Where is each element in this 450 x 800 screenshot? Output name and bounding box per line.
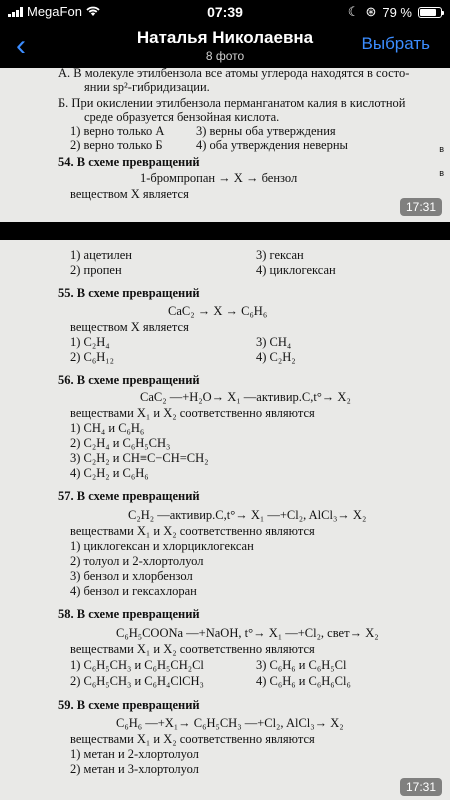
photo-timestamp: 17:31 [400,198,442,216]
moon-icon: ☾ [347,4,360,19]
photo-timestamp: 17:31 [400,778,442,796]
question-59-tail: веществами X₁ и X₂ соответственно являются [70,732,315,746]
photo-thumbnail-2[interactable] [0,240,450,800]
back-button[interactable]: ‹ [16,29,26,62]
question-57-tail: веществами X₁ и X₂ соответственно являются [70,524,315,538]
question-57-scheme: C₂H₂ —активир.C,t°→ X₁ —+Cl₂, AlCl₃→ X₂ [128,508,367,522]
nav-bar [0,24,450,68]
answer-option-2: 2) верно только Б [70,138,163,152]
answer-option-3: 3) бензол и хлорбензол [70,569,193,583]
answer-option-1: 1) циклогексан и хлорциклогексан [70,539,254,553]
battery-icon [418,7,442,18]
page-edge-mark: в [439,144,444,154]
orientation-lock-icon: ⊛ [365,4,377,19]
question-56-tail: веществами X₁ и X₂ соответственно являются [70,406,315,420]
status-right [348,4,442,20]
question-56-heading: 56. В схеме превращений [58,373,200,387]
answer-option-2: 2) C₂H₄ и C₆H₅CH₃ [70,436,171,450]
answer-option-2: 2) пропен [70,263,122,277]
answer-option-2: 2) C₆H₁₂ [70,350,114,364]
question-55-heading: 55. В схеме превращений [58,286,200,300]
answer-option-4: 4) C₂H₂ и C₆H₆ [70,466,149,480]
answer-option-1: 1) метан и 2-хлортолуол [70,747,199,761]
answer-option-4: 4) бензол и гексахлоран [70,584,197,598]
answer-option-3: 3) CH₄ [256,335,292,349]
statement-b-line2: среде образуется бензойная кислота. [84,110,280,124]
answer-option-3: 3) C₂H₂ и CH≡C−CH=CH₂ [70,451,209,465]
answer-option-4: 4) циклогексан [256,263,336,277]
carrier-label: MegaFon [27,4,82,19]
question-58-heading: 58. В схеме превращений [58,607,200,621]
question-55-tail: веществом X является [70,320,189,334]
question-54-tail: веществом X является [70,187,189,201]
photo-divider [0,222,450,240]
answer-option-3: 3) гексан [256,248,304,262]
select-button[interactable]: Выбрать [361,34,430,53]
answer-option-1: 1) C₆H₅CH₃ и C₆H₅CH₂Cl [70,658,204,672]
statement-a-line2: янии sp²-гибридизации. [84,80,210,94]
answer-option-2: 2) метан и 3-хлортолуол [70,762,199,776]
statement-b-line1: Б. При окислении этилбензола перманганатом калия в кислотной [58,96,406,110]
status-bar [0,0,450,24]
question-58-scheme: C₆H₅COONa —+NaOH, t°→ X₁ —+Cl₂, свет→ X₂ [116,626,379,640]
page-edge-mark: в [439,168,444,178]
question-54-scheme: 1-бромпропан → X → бензол [140,171,298,185]
answer-option-1: 1) CH₄ и C₆H₆ [70,421,145,435]
photo-count: 8 фото [205,49,245,63]
photo-thumbnail-1[interactable] [0,68,450,222]
answer-option-3: 3) C₆H₆ и C₆H₅Cl [256,658,347,672]
question-59-scheme: C₆H₆ —+X₁→ C₆H₅CH₃ —+Cl₂, AlCl₃→ X₂ [116,716,344,730]
answer-option-2: 2) C₆H₅CH₃ и C₆H₄ClCH₃ [70,674,204,688]
status-time: 07:39 [207,4,243,20]
question-59-heading: 59. В схеме превращений [58,698,200,712]
answer-option-4: 4) C₆H₆ и C₆H₆Cl₆ [256,674,351,688]
answer-option-1: 1) ацетилен [70,248,132,262]
answer-option-4: 4) оба утверждения неверны [196,138,348,152]
answer-option-4: 4) C₂H₂ [256,350,296,364]
answer-option-3: 3) верны оба утверждения [196,124,336,138]
statement-a-line1: А. В молекуле этилбензола все атомы углерода находятся в состо- [58,68,410,80]
question-58-tail: веществами X₁ и X₂ соответственно являются [70,642,315,656]
answer-option-1: 1) C₂H₄ [70,335,110,349]
question-55-scheme: CaC₂ → X → C₆H₆ [168,304,268,318]
question-57-heading: 57. В схеме превращений [58,489,200,503]
battery-percent: 79 % [382,4,412,20]
album-title: Наталья Николаевна [136,28,314,47]
answer-option-1: 1) верно только А [70,124,165,138]
question-56-scheme: CaC₂ —+H₂O→ X₁ —активир.C,t°→ X₂ [140,390,351,404]
question-54-heading: 54. В схеме превращений [58,155,200,169]
answer-option-2: 2) толуол и 2-хлортолуол [70,554,204,568]
